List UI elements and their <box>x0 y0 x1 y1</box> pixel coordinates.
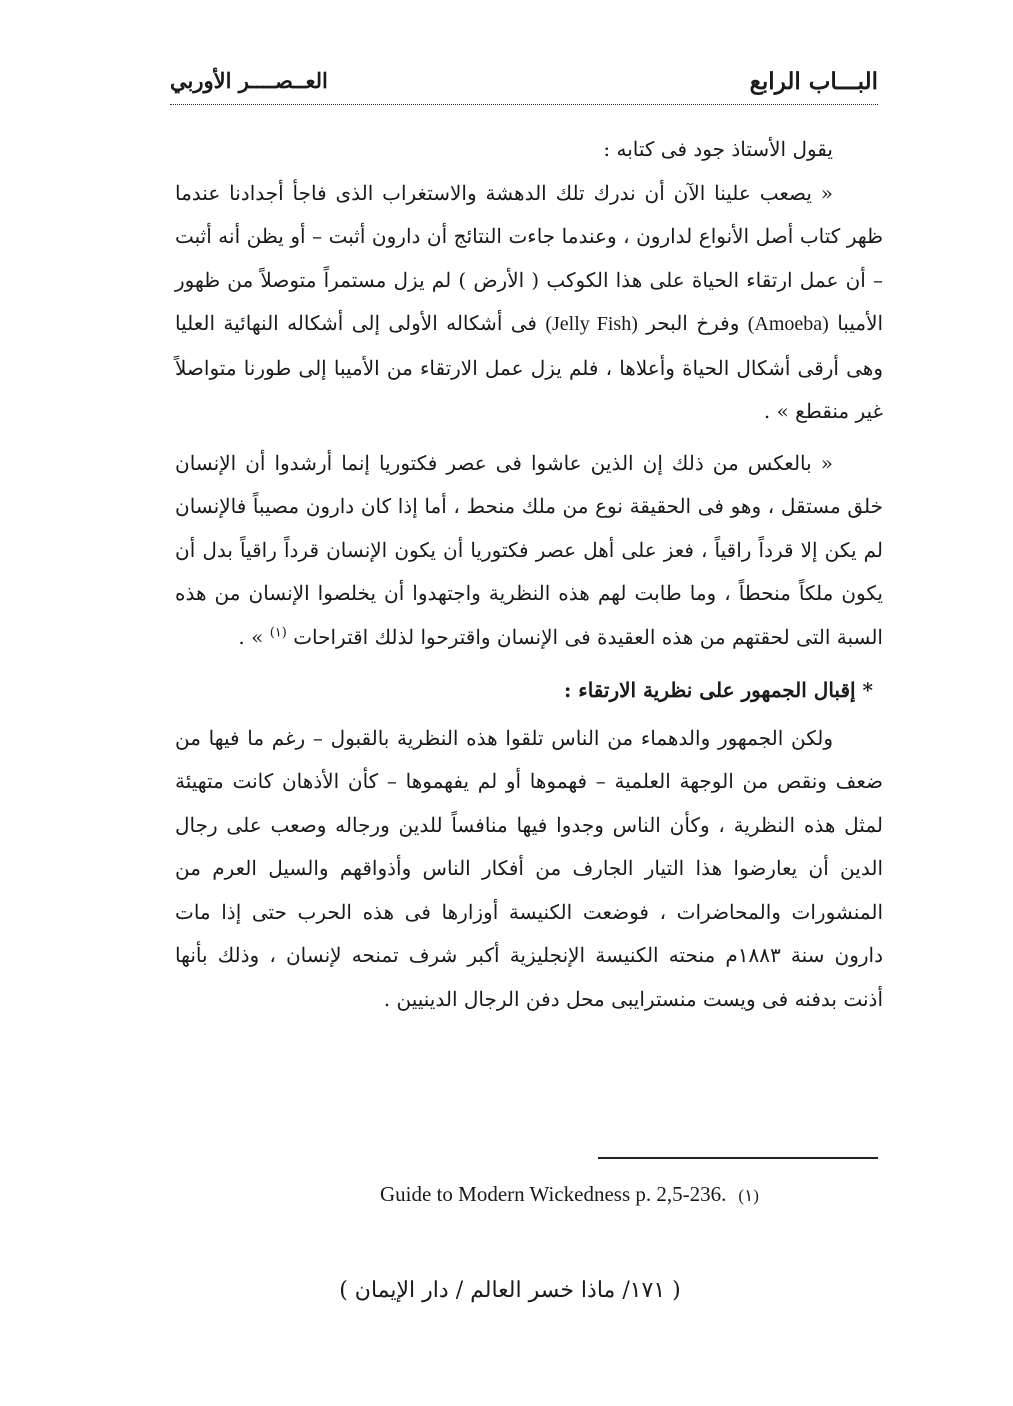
quote1-text-a: « يصعب علينا الآن أن ندرك تلك الدهشة والاستغراب الذى فاجأ أجدادنا عندما ظهر كتاب أصل الأنواع لدارون ، وعندما جاءت النتائج أن دارون أثبت – أو يظن أنه أثبت – أن عمل ارتقاء الحياة على هذا الكوكب ( الأرض ) لم يزل مستمراً متوصلاً من ظهور الأميبا <box>175 180 884 335</box>
term-jellyfish: (Jelly Fish) <box>545 313 638 335</box>
section-heading: * إقبال الجمهور على نظرية الارتقاء : <box>563 678 873 702</box>
quote2-tail: » . <box>238 624 264 649</box>
footnote-marker: (١) <box>738 1186 759 1205</box>
quote-paragraph-2 <box>175 442 883 660</box>
footnote <box>380 1182 850 1212</box>
footnote-divider <box>598 1157 878 1159</box>
quote2-text: « بالعكس من ذلك إن الذين عاشوا فى عصر فكتوريا إنما أرشدوا أن الإنسان خلق مستقل ، وهو فى الحقيقة نوع من ملك منحط ، أما إذا كان دارون مصيباً فالإنسان لم يكن إلا قرداً راقياً ، فعز على أهل عصر فكتوريا أن يكون الإنسان قرداً راقياً بدل أن يكون ملكاً منحطاً ، وما طابت لهم هذه النظرية واجتهدوا أن يخلصوا الإنسان من هذه السبة التى لحقتهم من هذه العقيدة فى الإنسان واقترحوا لذلك اقتراحات <box>175 450 883 649</box>
page-body <box>175 128 883 1021</box>
quote1-text-c: فى أشكاله الأولى إلى أشكاله النهائية العليا وهى أرقى أشكال الحياة وأعلاها ، فلم يزل عمل الارتقاء من الأميبا إلى طورنا متواصلاً غير منقطع » . <box>175 311 883 423</box>
body-paragraph: ولكن الجمهور والدهماء من الناس تلقوا هذه النظرية بالقبول – رغم ما فيها من ضعف ونقص من الوجهة العلمية – فهموها أو لم يفهموها – كأن الأذهان كانت متهيئة لمثل هذه النظرية ، وكأن الناس وجدوا فيها منافساً للدين ورجاله وصعب على رجال الدين أن يعارضوا هذا التيار الجارف من أفكار الناس وأذواقهم والسيل العرم من المنشورات والمحاضرات ، فوضعت الكنيسة أوزارها فى هذه الحرب حتى إذا مات دارون سنة ١٨٨٣م منحته الكنيسة الإنجليزية أكبر شرف تمنحه لإنسان ، وذلك بأنها أذنت بدفنه فى ويست منسترايبى محل دفن الرجال الدينيين . <box>175 725 884 1011</box>
footnote-reference: (١) <box>269 624 287 640</box>
footnote-text: Guide to Modern Wickedness p. 2,5-236. <box>380 1182 727 1206</box>
quote1-text-b: وفرخ البحر <box>646 311 740 335</box>
running-header <box>170 68 878 102</box>
chapter-title: البـــاب الرابع <box>749 68 878 95</box>
term-amoeba: (Amoeba) <box>747 313 829 335</box>
section-title: العــصــــر الأوربي <box>170 68 328 93</box>
quote-paragraph-1 <box>175 172 883 434</box>
intro-line: يقول الأستاذ جود فى كتابه : <box>603 137 833 161</box>
header-divider <box>170 104 878 105</box>
page-footer: ( ١٧١/ ماذا خسر العالم / دار الإيمان ) <box>339 1278 681 1303</box>
